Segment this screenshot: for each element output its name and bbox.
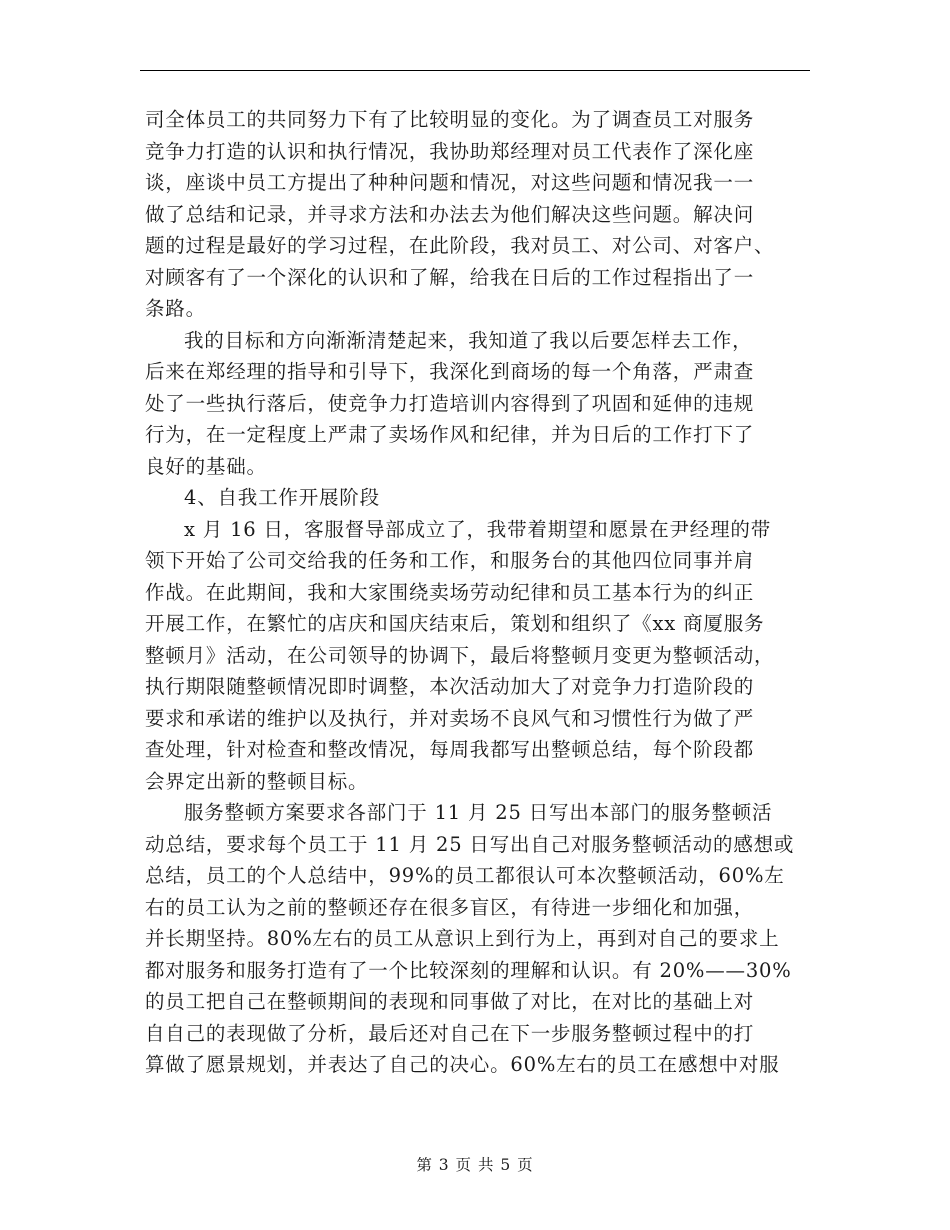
page-number: 第 3 页 共 5 页: [416, 1156, 534, 1174]
text-line: 动总结，要求每个员工于 11 月 25 日写出自己对服务整顿活动的感想或: [145, 832, 795, 856]
text-line: 条路。: [145, 297, 206, 320]
text-line: 良好的基础。: [145, 454, 267, 478]
text-line: 算做了愿景规划，并表达了自己的决心。60%左右的员工在感想中对服: [145, 1053, 780, 1076]
text-line: 都对服务和服务打造有了一个比较深刻的理解和认识。有 20%——30%: [145, 958, 792, 982]
text-line: x 月 16 日，客服督导部成立了，我带着期望和愿景在尹经理的带: [184, 517, 772, 541]
text-line: 做了总结和记录，并寻求方法和办法去为他们解决这些问题。解决问: [145, 202, 755, 226]
text-line: 我的目标和方向渐渐清楚起来，我知道了我以后要怎样去工作，: [184, 328, 753, 352]
text-line: 竞争力打造的认识和执行情况，我协助郑经理对员工代表作了深化座: [145, 139, 755, 163]
text-line: 整顿月》活动，在公司领导的协调下，最后将整顿月变更为整顿活动，: [145, 643, 775, 667]
text-line: 题的过程是最好的学习过程，在此阶段，我对员工、对公司、对客户、: [145, 234, 775, 257]
text-line: 开展工作，在繁忙的店庆和国庆结束后，策划和组织了《xx 商厦服务: [145, 612, 765, 635]
text-line: 并长期坚持。80%左右的员工从意识上到行为上，再到对自己的要求上: [145, 927, 780, 950]
text-line: 会界定出新的整顿目标。: [145, 769, 369, 793]
text-line: 执行期限随整顿情况即时调整，本次活动加大了对竞争力打造阶段的: [145, 675, 755, 698]
text-line: 的员工把自己在整顿期间的表现和同事做了对比，在对比的基础上对: [145, 990, 755, 1013]
header-rule: [140, 70, 810, 71]
text-line: 查处理，针对检查和整改情况，每周我都写出整顿总结，每个阶段都: [145, 738, 755, 761]
text-line: 领下开始了公司交给我的任务和工作，和服务台的其他四位同事并肩: [145, 549, 755, 572]
text-line: 行为，在一定程度上严肃了卖场作风和纪律，并为日后的工作打下了: [145, 423, 755, 446]
text-line: 要求和承诺的维护以及执行，并对卖场不良风气和习惯性行为做了严: [145, 706, 755, 730]
text-line: 右的员工认为之前的整顿还存在很多盲区，有待进一步细化和加强，: [145, 895, 755, 919]
text-line: 司全体员工的共同努力下有了比较明显的变化。为了调查员工对服务: [145, 108, 755, 131]
text-line: 对顾客有了一个深化的认识和了解，给我在日后的工作过程指出了一: [145, 265, 755, 289]
text-line: 作战。在此期间，我和大家围绕卖场劳动纪律和员工基本行为的纠正: [145, 580, 755, 604]
document-body: [145, 104, 810, 1081]
text-line: 后来在郑经理的指导和引导下，我深化到商场的每一个角落，严肃查: [145, 360, 755, 383]
text-line: 自自己的表现做了分析，最后还对自己在下一步服务整顿过程中的打: [145, 1021, 755, 1045]
text-line: 4、自我工作开展阶段: [184, 486, 380, 509]
text-line: 总结，员工的个人总结中，99%的员工都很认可本次整顿活动，60%左: [145, 864, 785, 887]
text-line: 谈，座谈中员工方提出了种种问题和情况，对这些问题和情况我一一: [145, 171, 755, 194]
text-line: 服务整顿方案要求各部门于 11 月 25 日写出本部门的服务整顿活: [184, 801, 773, 824]
text-line: 处了一些执行落后，使竞争力打造培训内容得到了巩固和延伸的违规: [145, 391, 755, 415]
